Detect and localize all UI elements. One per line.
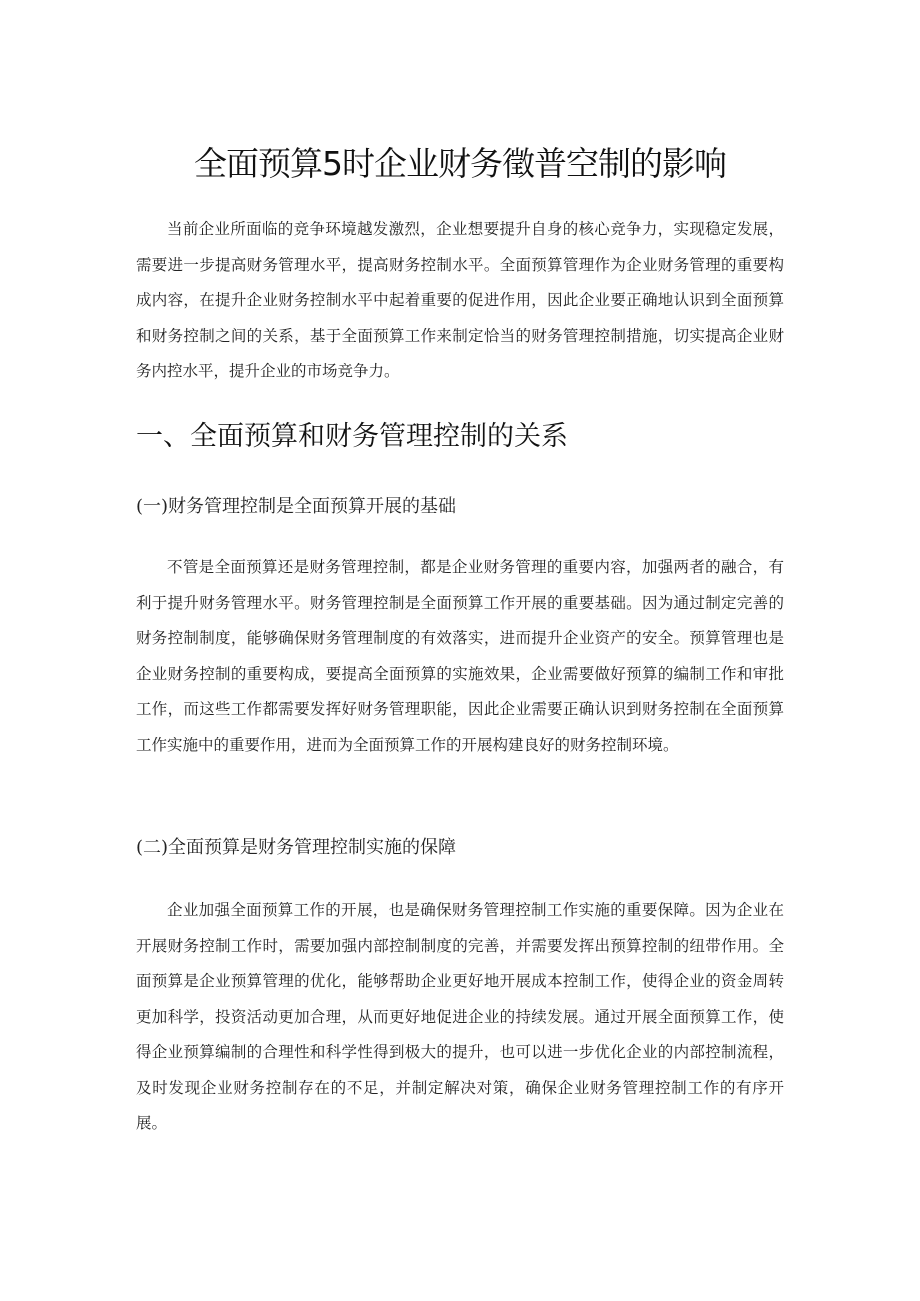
subsection-heading-1: (一)财务管理控制是全面预算开展的基础 xyxy=(136,496,457,517)
section-heading-1: 一、全面预算和财务管理控制的关系 xyxy=(136,421,568,452)
intro-paragraph: 当前企业所面临的竞争环境越发激烈，企业想要提升自身的核心竞争力，实现稳定发展，需要进一步提高财务管理水平，提高财务控制水平。全面预算管理作为企业财务管理的重要构成内容，在提升企业财务控制水平中起着重要的促进作用，因此企业要正确地认识到全面预算和财务控制之间的关系，基于全面预算工作来制定恰当的财务管理控制措施，切实提高企业财务内控水平，提升企业的市场竞争力。 xyxy=(136,220,784,380)
subsection-1-paragraph: 不管是全面预算还是财务管理控制，都是企业财务管理的重要内容，加强两者的融合，有利于提升财务管理水平。财务管理控制是全面预算工作开展的重要基础。因为通过制定完善的财务控制制度，能够确保财务管理制度的有效落实，进而提升企业资产的安全。预算管理也是企业财务控制的重要构成，要提高全面预算的实施效果，企业需要做好预算的编制工作和审批工作，而这些工作都需要发挥好财务管理职能，因此企业需要正确认识到财务控制在全面预算工作实施中的重要作用，进而为全面预算工作的开展构建良好的财务控制环境。 xyxy=(136,558,784,754)
document-title: 全面预算5时企业财务徵普空制的影响 xyxy=(194,144,726,183)
subsection-2-paragraph: 企业加强全面预算工作的开展，也是确保财务管理控制工作实施的重要保障。因为企业在开展财务控制工作时，需要加强内部控制制度的完善，并需要发挥出预算控制的纽带作用。全面预算是企业预算管理的优化，能够帮助企业更好地开展成本控制工作，使得企业的资金周转更加科学，投资活动更加合理，从而更好地促进企业的持续发展。通过开展全面预算工作，使得企业预算编制的合理性和科学性得到极大的提升，也可以进一步优化企业的内部控制流程，及时发现企业财务控制存在的不足，并制定解决对策，确保企业财务管理控制工作的有序开展。 xyxy=(136,901,784,1132)
subsection-heading-2: (二)全面预算是财务管理控制实施的保障 xyxy=(136,837,457,858)
